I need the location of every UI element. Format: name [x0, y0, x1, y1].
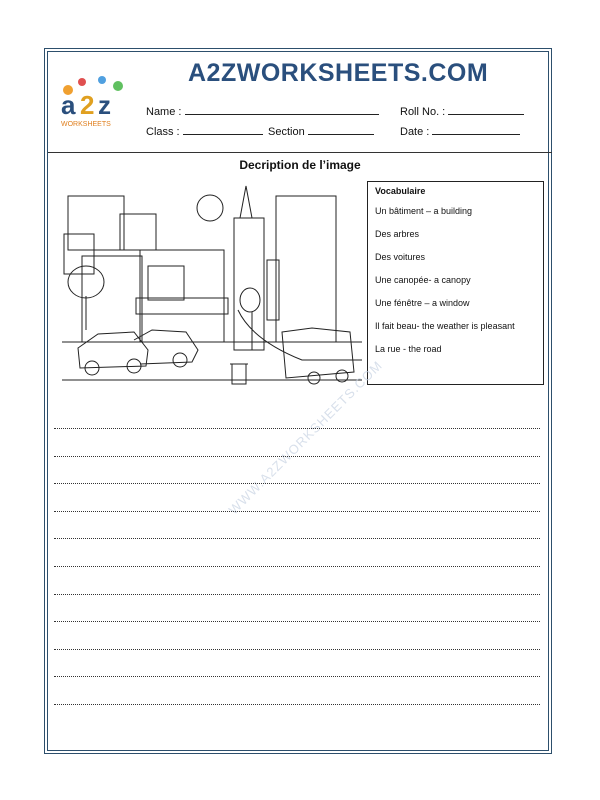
vocabulary-box [367, 181, 544, 385]
roll-label: Roll No. : [400, 106, 446, 118]
vocab-item: Une canopée- a canopy [375, 275, 471, 285]
roll-field[interactable] [400, 104, 524, 118]
class-label: Class : [146, 126, 180, 138]
vocab-item: Des arbres [375, 229, 420, 239]
class-field[interactable] [146, 124, 263, 138]
writing-line[interactable] [54, 483, 540, 484]
site-title: A2ZWORKSHEETS.COM [188, 59, 489, 87]
worksheet-header [48, 52, 552, 153]
vocabulary-heading: Vocabulaire [375, 186, 426, 196]
writing-line[interactable] [54, 428, 540, 429]
writing-line[interactable] [54, 566, 540, 567]
logo [58, 72, 130, 130]
worksheet-heading: Decription de l’image [239, 158, 361, 172]
writing-line[interactable] [54, 704, 540, 705]
vocab-item: La rue - the road [375, 344, 442, 354]
svg-text:a: a [61, 90, 76, 120]
writing-line[interactable] [54, 621, 540, 622]
writing-line[interactable] [54, 456, 540, 457]
watermark: WWW.A2ZWORKSHEETS.COM [225, 357, 386, 518]
section-label: Section [268, 126, 305, 138]
vocab-item: Un bâtiment – a building [375, 206, 473, 216]
svg-text:WORKSHEETS: WORKSHEETS [61, 121, 111, 128]
date-label: Date : [400, 126, 430, 138]
writing-line[interactable] [54, 511, 540, 512]
section-field[interactable] [268, 124, 374, 138]
writing-lines[interactable] [54, 428, 540, 732]
svg-text:2: 2 [80, 90, 95, 120]
writing-line[interactable] [54, 649, 540, 650]
svg-text:z: z [98, 90, 111, 120]
name-field[interactable] [146, 104, 379, 118]
vocab-item: Une fénêtre – a window [375, 298, 470, 308]
name-label: Name : [146, 106, 182, 118]
writing-line[interactable] [54, 538, 540, 539]
date-field[interactable] [400, 124, 520, 138]
writing-line[interactable] [54, 594, 540, 595]
writing-line[interactable] [54, 676, 540, 677]
vocab-item: Des voitures [375, 252, 426, 262]
street-scene-illustration [62, 180, 362, 390]
vocab-item: Il fait beau- the weather is pleasant [375, 321, 515, 331]
